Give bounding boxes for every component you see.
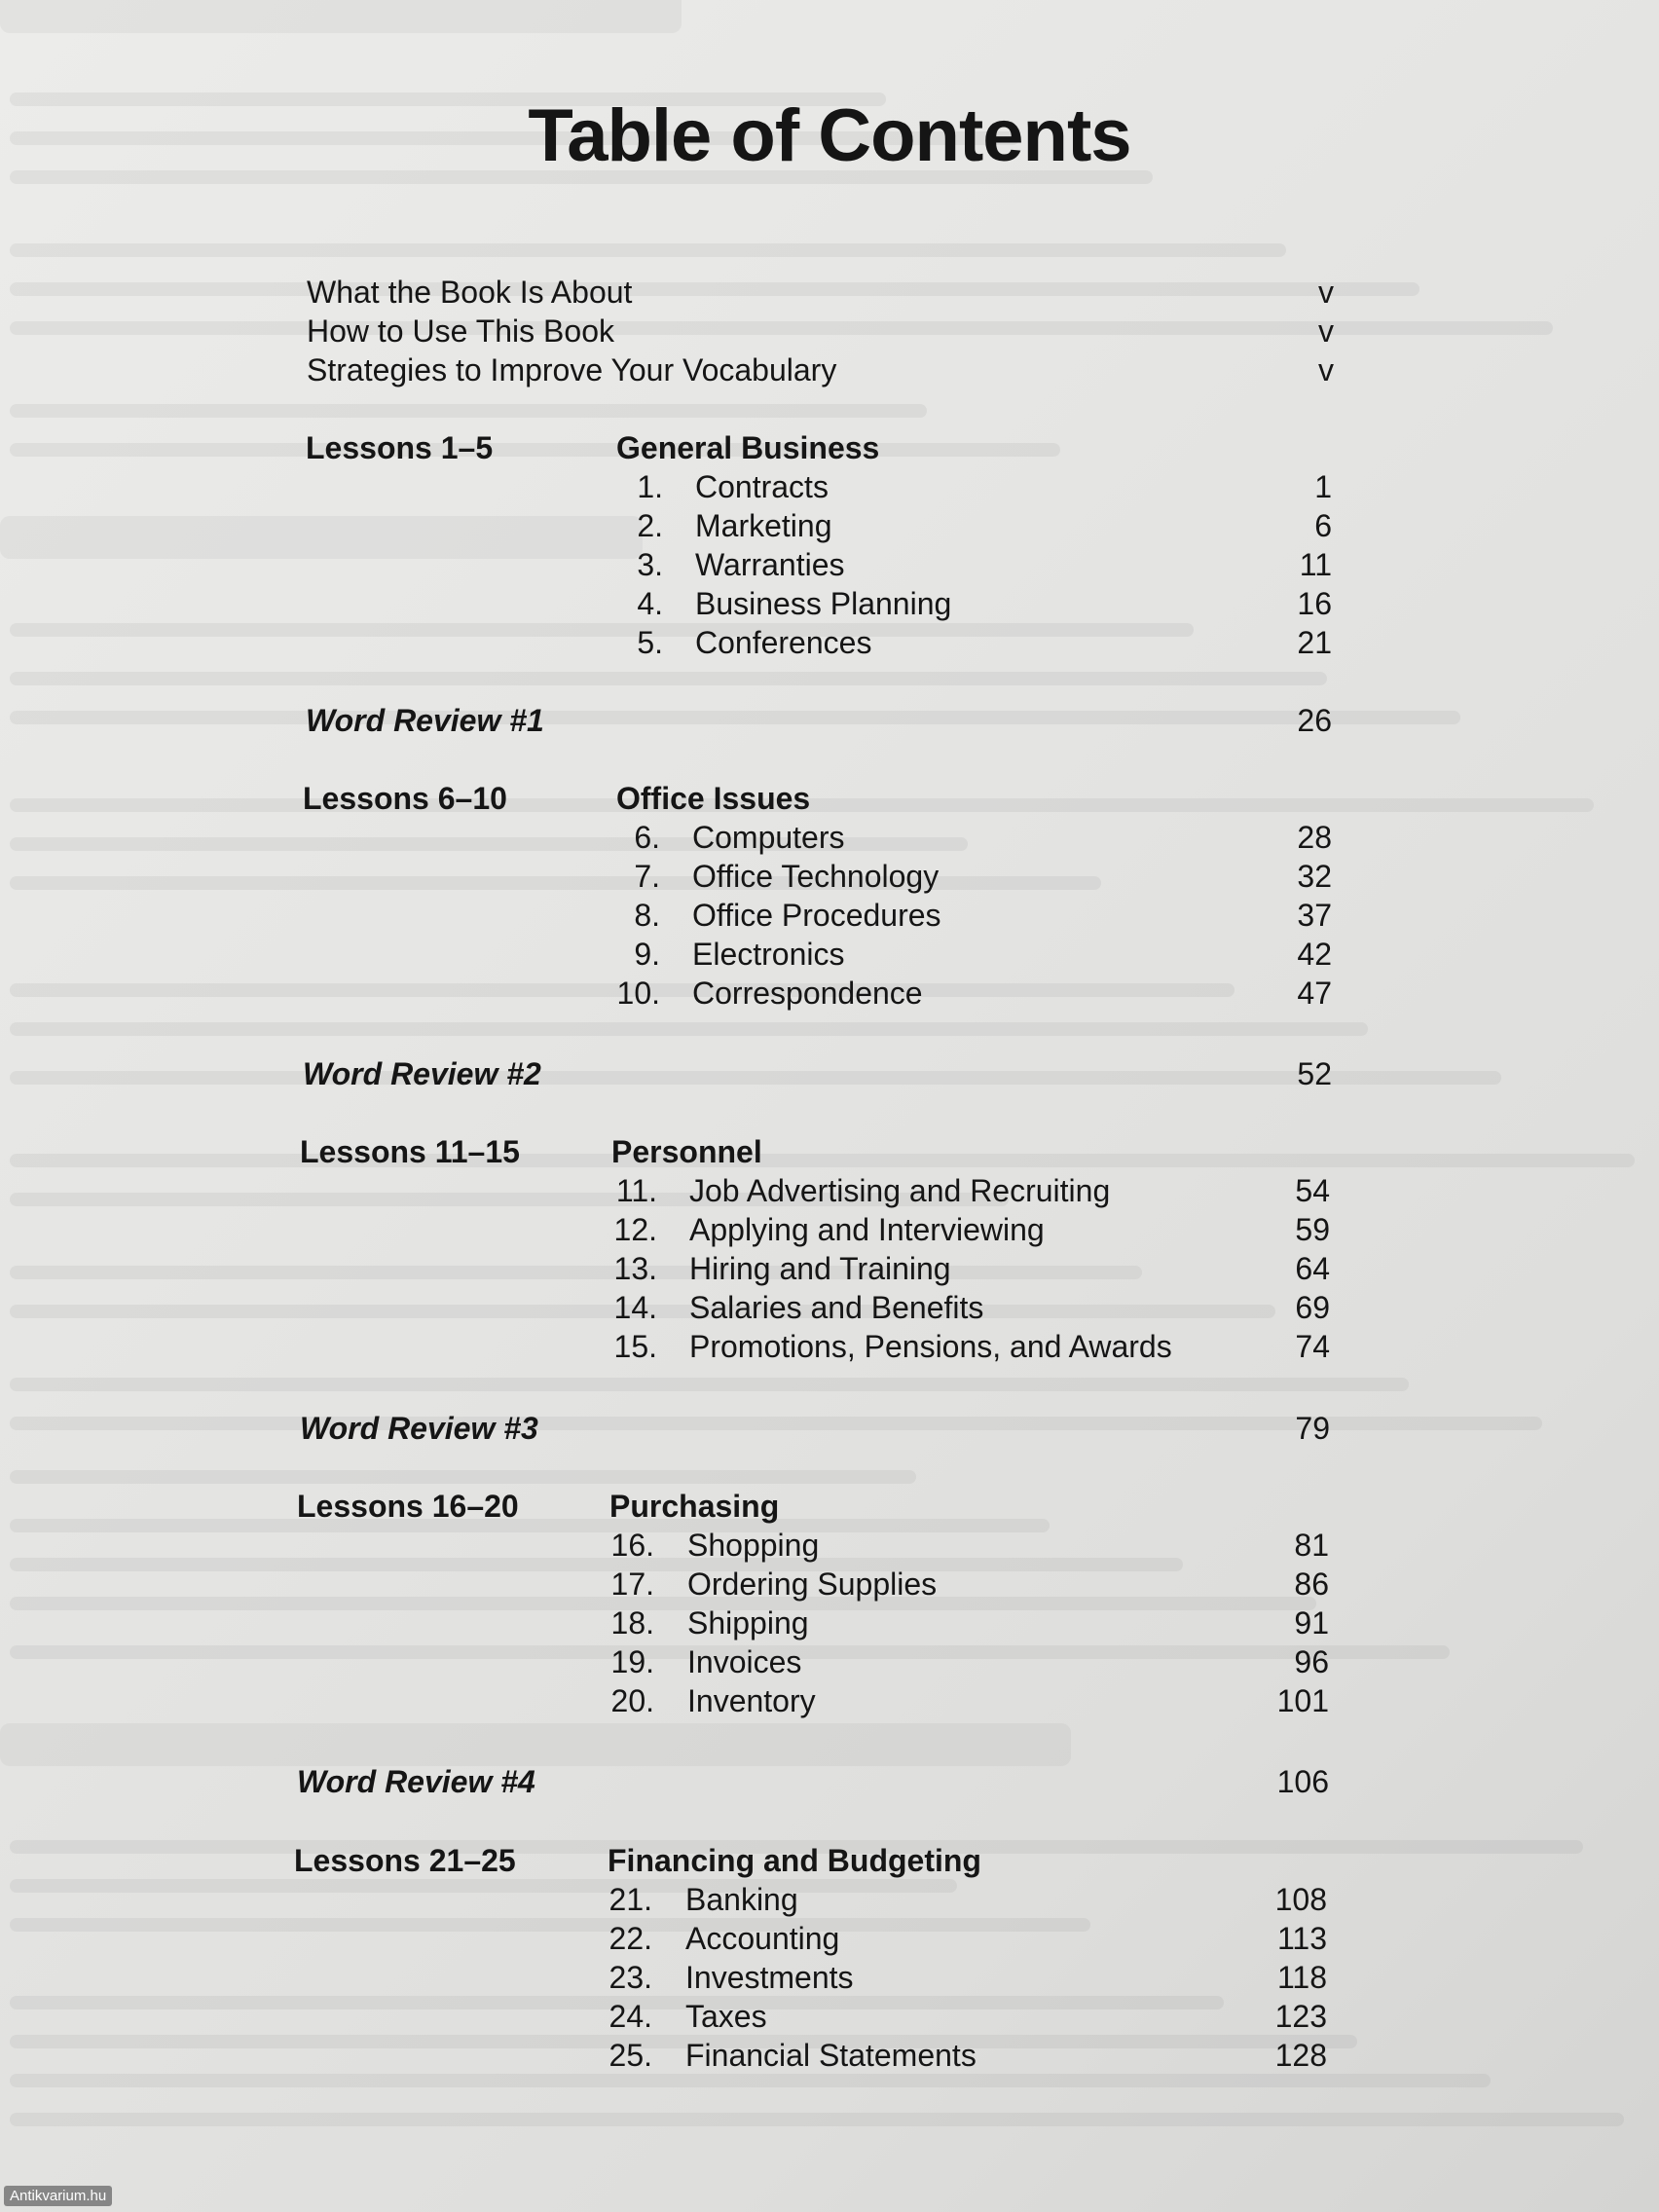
show-through-heading [0, 0, 682, 33]
lesson-page: 1 [1314, 469, 1332, 504]
show-through-line [10, 2113, 1624, 2126]
word-review-label: Word Review #1 [306, 703, 544, 738]
front-matter-page: v [1318, 275, 1334, 310]
lesson-page: 86 [1294, 1567, 1329, 1602]
lessons-range: Lessons 21–25 [294, 1843, 516, 1878]
show-through-heading [0, 516, 643, 559]
lesson-title: Banking [685, 1882, 798, 1917]
lesson-page: 42 [1297, 937, 1332, 972]
word-review-page: 26 [1297, 703, 1332, 738]
show-through-line [10, 1918, 1090, 1932]
lesson-number: 25. [608, 2038, 652, 2073]
lesson-title: Promotions, Pensions, and Awards [689, 1329, 1172, 1364]
lesson-page: 59 [1295, 1212, 1330, 1247]
lesson-title: Financial Statements [685, 2038, 977, 2073]
word-review-page: 106 [1276, 1764, 1329, 1799]
word-review-label: Word Review #4 [297, 1764, 535, 1799]
category-heading: Financing and Budgeting [608, 1843, 981, 1878]
show-through-line [10, 672, 1327, 685]
lesson-page: 74 [1295, 1329, 1330, 1364]
lesson-title: Salaries and Benefits [689, 1290, 984, 1325]
show-through-line [10, 1470, 916, 1484]
lesson-page: 128 [1274, 2038, 1327, 2073]
lesson-page: 6 [1314, 508, 1332, 543]
lesson-number: 5. [637, 625, 663, 660]
lesson-title: Conferences [695, 625, 872, 660]
show-through-line [10, 443, 1060, 457]
lesson-number: 6. [634, 820, 660, 855]
lesson-page: 16 [1297, 586, 1332, 621]
lesson-title: Correspondence [692, 976, 923, 1011]
lesson-number: 7. [634, 859, 660, 894]
lesson-number: 10. [616, 976, 660, 1011]
lessons-range: Lessons 6–10 [303, 781, 507, 816]
front-matter-label: Strategies to Improve Your Vocabulary [307, 352, 837, 387]
show-through-line [10, 623, 1194, 637]
lesson-number: 23. [608, 1960, 652, 1995]
lesson-page: 69 [1295, 1290, 1330, 1325]
lesson-title: Ordering Supplies [687, 1567, 938, 1602]
lesson-title: Shipping [687, 1605, 809, 1641]
lesson-number: 15. [613, 1329, 657, 1364]
lesson-number: 20. [610, 1683, 654, 1718]
category-heading: Office Issues [616, 781, 811, 816]
front-matter-page: v [1318, 352, 1334, 387]
lesson-number: 1. [637, 469, 663, 504]
lesson-title: Investments [685, 1960, 854, 1995]
lesson-title: Contracts [695, 469, 829, 504]
lesson-title: Inventory [687, 1683, 816, 1718]
show-through-heading [0, 1723, 1071, 1766]
lesson-title: Accounting [685, 1921, 840, 1956]
lesson-page: 113 [1276, 1921, 1327, 1956]
show-through-line [10, 1558, 1183, 1571]
lesson-title: Business Planning [695, 586, 952, 621]
word-review-page: 52 [1297, 1056, 1332, 1091]
lessons-range: Lessons 1–5 [306, 430, 494, 465]
lesson-page: 108 [1274, 1882, 1327, 1917]
lesson-number: 3. [637, 547, 663, 582]
word-review-label: Word Review #2 [303, 1056, 541, 1091]
lesson-title: Warranties [695, 547, 845, 582]
lesson-title: Hiring and Training [689, 1251, 951, 1286]
front-matter-page: v [1318, 313, 1334, 349]
lesson-number: 13. [613, 1251, 657, 1286]
lesson-page: 123 [1274, 1999, 1327, 2034]
lesson-number: 24. [608, 1999, 652, 2034]
category-heading: General Business [616, 430, 880, 465]
lesson-number: 22. [608, 1921, 652, 1956]
page-title: Table of Contents [528, 94, 1131, 177]
show-through-line [10, 2074, 1491, 2087]
lesson-page: 54 [1295, 1173, 1330, 1208]
lessons-range: Lessons 11–15 [300, 1134, 520, 1169]
front-matter-label: What the Book Is About [307, 275, 633, 310]
lesson-title: Office Technology [692, 859, 940, 894]
word-review-page: 79 [1295, 1411, 1330, 1446]
lesson-title: Computers [692, 820, 845, 855]
lesson-number: 14. [613, 1290, 657, 1325]
lesson-title: Job Advertising and Recruiting [689, 1173, 1111, 1208]
lesson-page: 11 [1299, 547, 1332, 582]
lesson-number: 2. [637, 508, 663, 543]
show-through-line [10, 282, 1419, 296]
lesson-number: 8. [634, 898, 660, 933]
lesson-title: Invoices [687, 1644, 802, 1679]
lesson-page: 81 [1294, 1528, 1329, 1563]
show-through-line [10, 1154, 1635, 1167]
lesson-number: 21. [608, 1882, 652, 1917]
lessons-range: Lessons 16–20 [297, 1489, 519, 1524]
show-through-line [10, 243, 1286, 257]
lesson-page: 47 [1297, 976, 1332, 1011]
watermark: Antikvarium.hu [4, 2186, 112, 2206]
show-through-line [10, 2035, 1357, 2048]
category-heading: Purchasing [609, 1489, 780, 1524]
show-through-line [10, 404, 927, 418]
lesson-page: 101 [1276, 1683, 1329, 1718]
lesson-page: 118 [1276, 1960, 1327, 1995]
lesson-page: 21 [1297, 625, 1332, 660]
show-through-line [10, 1022, 1368, 1036]
lesson-number: 17. [610, 1567, 654, 1602]
lesson-number: 9. [634, 937, 660, 972]
lesson-title: Applying and Interviewing [689, 1212, 1045, 1247]
show-through-line [10, 1266, 1142, 1279]
front-matter-label: How to Use This Book [307, 313, 614, 349]
lesson-number: 4. [637, 586, 663, 621]
word-review-label: Word Review #3 [300, 1411, 538, 1446]
lesson-number: 12. [613, 1212, 657, 1247]
show-through-line [10, 1879, 957, 1893]
lesson-page: 91 [1294, 1605, 1329, 1641]
lesson-number: 18. [610, 1605, 654, 1641]
lesson-number: 16. [610, 1528, 654, 1563]
lesson-page: 32 [1297, 859, 1332, 894]
lesson-page: 37 [1297, 898, 1332, 933]
category-heading: Personnel [611, 1134, 762, 1169]
lesson-number: 11. [615, 1173, 657, 1208]
lesson-page: 28 [1297, 820, 1332, 855]
lesson-page: 96 [1294, 1644, 1329, 1679]
lesson-page: 64 [1295, 1251, 1330, 1286]
show-through-line [10, 1378, 1409, 1391]
show-through-line [10, 1597, 1316, 1610]
lesson-title: Taxes [685, 1999, 767, 2034]
lesson-title: Electronics [692, 937, 845, 972]
lesson-title: Shopping [687, 1528, 820, 1563]
lesson-title: Marketing [695, 508, 832, 543]
lesson-number: 19. [610, 1644, 654, 1679]
show-through-line [10, 1519, 1050, 1532]
lesson-title: Office Procedures [692, 898, 941, 933]
